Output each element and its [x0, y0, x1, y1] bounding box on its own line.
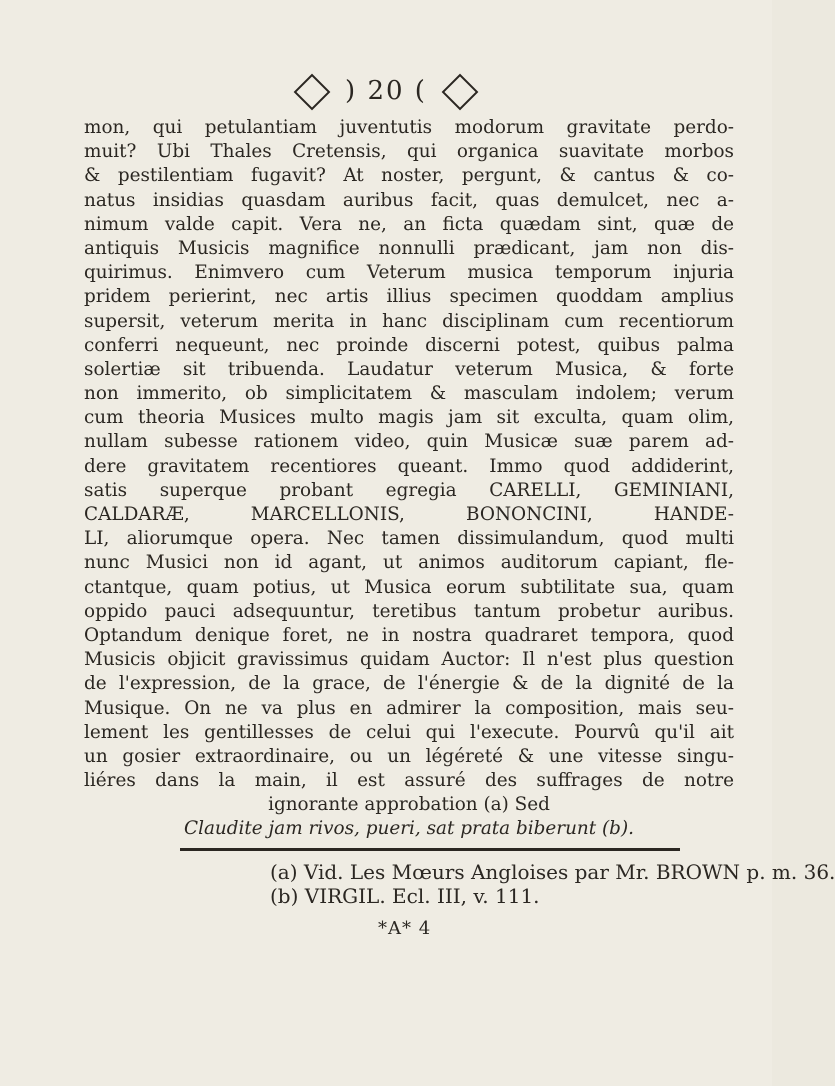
text-line: nullam subesse rationem video, quin Musicæ suæ parem ad-: [84, 431, 734, 453]
footnotes: [270, 860, 835, 908]
signature-mark: *A* 4: [378, 918, 432, 939]
text-line: Musicis objicit gravissimus quidam Auctor: Il n'est plus question: [84, 649, 734, 671]
page-header: [0, 76, 772, 106]
text-line: ignorante approbation (a) Sed: [268, 794, 550, 816]
text-line: solertiæ sit tribuenda. Laudatur veterum Musica, & forte: [84, 358, 734, 380]
text-line: non immerito, ob simplicitatem & masculam indolem; verum: [84, 383, 734, 405]
left-ornament-icon: [293, 74, 330, 111]
footnote: (b) VIRGIL. Ecl. III, v. 111.: [270, 884, 540, 908]
text-line: de l'expression, de la grace, de l'énergie & de la dignité de la: [84, 673, 734, 695]
main-text: [84, 116, 734, 842]
text-line: pridem perierint, nec artis illius specimen quoddam amplius: [84, 286, 734, 308]
text-line: Optandum denique foret, ne in nostra quadraret tempora, quod: [84, 624, 734, 646]
text-line: Musique. On ne va plus en admirer la composition, mais seu-: [84, 697, 734, 719]
text-line: un gosier extraordinaire, ou un légéreté & une vitesse singu-: [84, 745, 734, 767]
right-ornament-icon: [442, 74, 479, 111]
text-line: satis superque probant egregia CARELLI, GEMINIANI,: [84, 479, 734, 501]
quoted-verse: Claudite jam rivos, pueri, sat prata biberunt (b).: [184, 818, 634, 840]
text-line: CALDARÆ, MARCELLONIS, BONONCINI, HANDE-: [84, 504, 734, 525]
text-line: liéres dans la main, il est assuré des suffrages de notre: [84, 770, 734, 792]
text-line: supersit, veterum merita in hanc disciplinam cum recentiorum: [84, 310, 734, 332]
text-line: muit? Ubi Thales Cretensis, qui organica suavitate morbos: [84, 141, 734, 163]
text-line: conferri nequeunt, nec proinde discerni potest, quibus palma: [84, 334, 734, 356]
text-line: ctantque, quam potius, ut Musica eorum subtilitate sua, quam: [84, 576, 734, 598]
text-line: oppido pauci adsequuntur, teretibus tantum probetur auribus.: [84, 600, 734, 622]
text-line: cum theoria Musices multo magis jam sit exculta, quam olim,: [84, 407, 734, 429]
text-line: antiquis Musicis magnifice nonnulli prædicant, jam non dis-: [84, 237, 734, 259]
text-line: lement les gentillesses de celui qui l'execute. Pourvû qu'il ait: [84, 721, 734, 743]
text-line: LI, aliorumque opera. Nec tamen dissimulandum, quod multi: [84, 528, 734, 550]
text-line: natus insidias quasdam auribus facit, quas demulcet, nec a-: [84, 189, 734, 211]
text-line: & pestilentiam fugavit? At noster, pergunt, & cantus & co-: [84, 165, 734, 187]
text-line: nunc Musici non id agant, ut animos auditorum capiant, fle-: [84, 552, 734, 574]
page-number: ) 20 (: [345, 76, 427, 106]
text-line: nimum valde capit. Vera ne, an ficta quædam sint, quæ de: [84, 213, 734, 235]
text-line: dere gravitatem recentiores queant. Immo quod addiderint,: [84, 455, 734, 477]
footnote: (a) Vid. Les Mœurs Angloises par Mr. BROWN p. m. 36.: [270, 860, 835, 884]
footnote-rule: [180, 848, 680, 851]
text-line: quirimus. Enimvero cum Veterum musica temporum injuria: [84, 262, 734, 284]
text-line: mon, qui petulantiam juventutis modorum gravitate perdo-: [84, 117, 734, 138]
